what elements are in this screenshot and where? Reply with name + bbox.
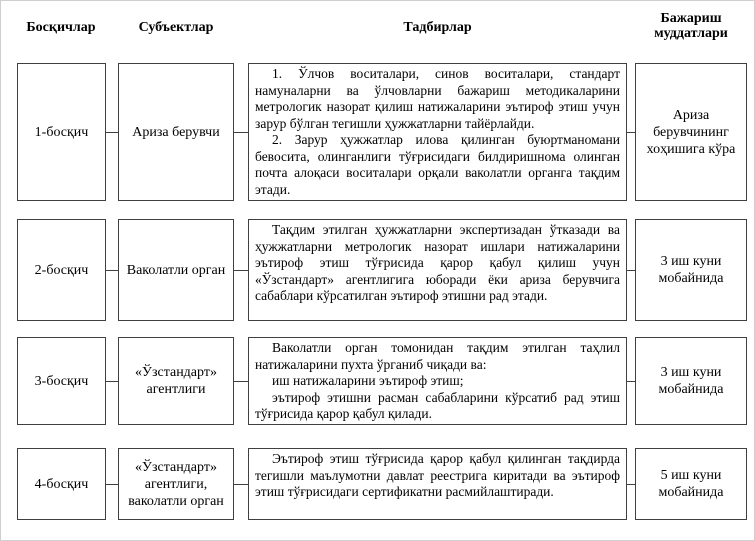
activity-paragraph: эътироф этишни расман сабабларини кўрсатиб рад этиш тўғрисида қарор қабул қилади.: [255, 389, 620, 421]
stage-box: 1-босқич: [17, 63, 106, 201]
connector-line: [234, 270, 248, 271]
activities-box: [248, 448, 627, 520]
stage-box: 2-босқич: [17, 219, 106, 321]
connector-line: [234, 132, 248, 133]
subject-box: «Ўзстандарт» агентлиги: [118, 337, 234, 425]
activity-paragraph: 2. Зарур ҳужжатлар илова қилинган буюртманомани бевосита, олинганлиги тўғрисидаги билдиришнома олинган почта алоқаси воситалари орқали ваколатли органга тақдим этади.: [255, 132, 620, 197]
subject-box: Ариза берувчи: [118, 63, 234, 201]
column-header-subjects: Субъектлар: [138, 20, 214, 35]
connector-line: [106, 381, 118, 382]
connector-line: [627, 132, 635, 133]
connector-line: [627, 270, 635, 271]
stage-box: 3-босқич: [17, 337, 106, 425]
column-header-deadlines: Бажариш муддатлари: [654, 11, 728, 41]
connector-line: [627, 381, 635, 382]
stage-row-2: [1, 219, 755, 321]
column-header-activities: Тадбирлар: [403, 20, 472, 35]
connector-line: [627, 484, 635, 485]
activity-paragraph: 1. Ўлчов воситалари, синов воситалари, стандарт намуналарни ва ўлчовларни бажариш методикаларини метрологик назорат қилиш натижаларини эътироф этиш учун зарур бўлган тегишли ҳужжатларни тайёрлайди.: [255, 66, 620, 131]
deadline-box: Ариза берувчининг хоҳишига кўра: [635, 63, 747, 201]
activities-box: [248, 63, 627, 201]
activity-paragraph: иш натижаларини эътироф этиш;: [272, 373, 464, 388]
activity-paragraph: Тақдим этилган ҳужжатларни экспертизадан ўтказади ва ҳужжатларни метрологик назорат ишлари натижаларини эътироф этиш тўғрисида қарор қабул қилиш учун «Ўзстандарт» агентлигига юборади ёки ариза берувчига сабаблари кўрсатилган эътироф этишни рад этади.: [255, 222, 620, 303]
stage-row-3: [1, 337, 755, 425]
deadline-box: 5 иш куни мобайнида: [635, 448, 747, 520]
connector-line: [106, 484, 118, 485]
stage-box: 4-босқич: [17, 448, 106, 520]
connector-line: [234, 381, 248, 382]
subject-box: «Ўзстандарт» агентлиги, ваколатли орган: [118, 448, 234, 520]
activities-box: [248, 337, 627, 425]
connector-line: [106, 270, 118, 271]
activity-paragraph: Ваколатли орган томонидан тақдим этилган таҳлил натижаларини пухта ўрганиб чиқади ва:: [255, 340, 620, 372]
stage-row-1: [1, 63, 755, 201]
deadline-box: 3 иш куни мобайнида: [635, 219, 747, 321]
stage-row-4: [1, 448, 755, 520]
column-header-stages: Босқичлар: [26, 20, 96, 35]
deadline-box: 3 иш куни мобайнида: [635, 337, 747, 425]
subject-box: Ваколатли орган: [118, 219, 234, 321]
activity-paragraph: Эътироф этиш тўғрисида қарор қабул қилинган тақдирда тегишли маълумотни давлат реестрига киритади ва эътироф этиш тўғрисидаги сертификатни расмийлаштиради.: [255, 451, 620, 499]
connector-line: [234, 484, 248, 485]
connector-line: [106, 132, 118, 133]
activities-box: [248, 219, 627, 321]
